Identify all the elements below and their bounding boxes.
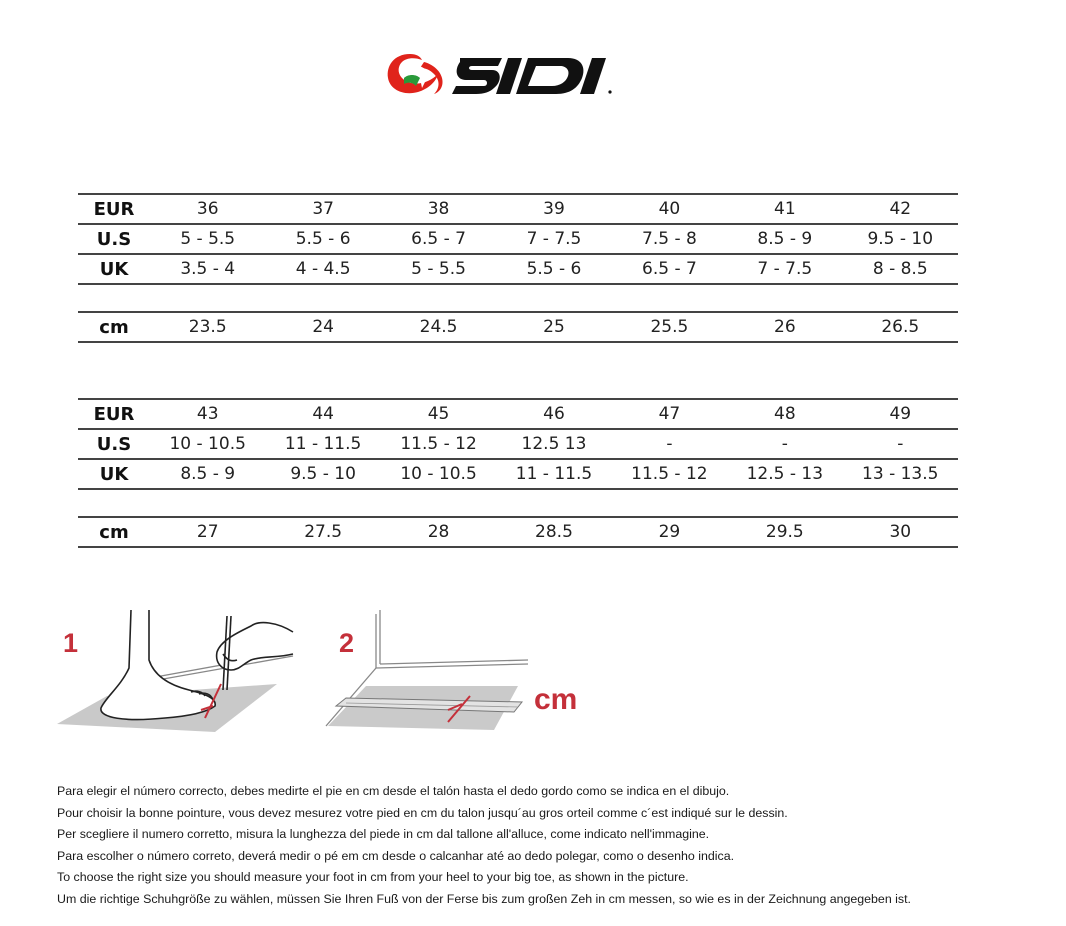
size-table-eur-36-42 <box>78 193 958 343</box>
hand-pencil-icon <box>217 616 293 690</box>
table-cell: 24 <box>265 312 380 342</box>
instruction-french: Pour choisir la bonne pointure, vous devez mesurez votre pied en cm du talon jusqu´au gros orteil comme c´est indiqué sur le dessin. <box>57 805 788 820</box>
step-number-1: 1 <box>63 628 79 658</box>
table-row-cm <box>78 517 958 547</box>
table-cell: 40 <box>612 194 727 224</box>
step-number-2: 2 <box>339 628 355 658</box>
instruction-portuguese: Para escolher o número correto, deverá medir o pé em cm desde o calcanhar até ao dedo polegar, como o desenho indica. <box>57 848 735 863</box>
table-cell: 24.5 <box>381 312 496 342</box>
table-cell: 43 <box>150 399 265 429</box>
table-spacer <box>78 284 958 312</box>
instruction-german: Um die richtige Schuhgröße zu wählen, müssen Sie Ihren Fuß von der Ferse bis zum großen Zeh in cm messen, so wie es in der Zeichnung angegeben ist. <box>57 891 911 906</box>
table-cell: 41 <box>727 194 842 224</box>
instruction-italian: Per scegliere il numero corretto, misura la lunghezza del piede in cm dal tallone all'alluce, come indicato nell'immagine. <box>57 827 710 841</box>
table-cell: 38 <box>381 194 496 224</box>
table-cell: 12.5 - 13 <box>727 459 842 489</box>
table-cell: 42 <box>843 194 958 224</box>
row-label-cm: cm <box>78 517 150 547</box>
table-cell: 6.5 - 7 <box>381 224 496 254</box>
table-cell: 29 <box>612 517 727 547</box>
table-row-eur <box>78 399 958 429</box>
foot-measure-illustration <box>55 606 305 746</box>
table-cell: 6.5 - 7 <box>612 254 727 284</box>
table-row-uk <box>78 254 958 284</box>
measurement-instructions <box>57 781 1047 910</box>
table-cell: 7.5 - 8 <box>612 224 727 254</box>
size-table-eur-43-49 <box>78 398 958 548</box>
table-cell: 5 - 5.5 <box>381 254 496 284</box>
table-cell: 48 <box>727 399 842 429</box>
table-cell: 25 <box>496 312 611 342</box>
table-cell: - <box>612 429 727 459</box>
row-label-eur: EUR <box>78 399 150 429</box>
table-row-us <box>78 429 958 459</box>
table-cell: 29.5 <box>727 517 842 547</box>
table-cell: 28 <box>381 517 496 547</box>
table-cell: 44 <box>265 399 380 429</box>
table-cell: 36 <box>150 194 265 224</box>
table-cell: 5 - 5.5 <box>150 224 265 254</box>
table-cell: 27 <box>150 517 265 547</box>
sidi-logo <box>384 48 644 100</box>
row-label-eur: EUR <box>78 194 150 224</box>
row-label-uk: UK <box>78 459 150 489</box>
table-cell: 49 <box>843 399 958 429</box>
instruction-spanish: Para elegir el número correcto, debes medirte el pie en cm desde el talón hasta el dedo gordo como se indica en el dibujo. <box>57 784 730 798</box>
table-cell: 10 - 10.5 <box>381 459 496 489</box>
row-label-cm: cm <box>78 312 150 342</box>
table-cell: 11 - 11.5 <box>265 429 380 459</box>
table-cell: 28.5 <box>496 517 611 547</box>
row-label-us: U.S <box>78 429 150 459</box>
table-cell: 45 <box>381 399 496 429</box>
table-row-cm <box>78 312 958 342</box>
table-cell: 37 <box>265 194 380 224</box>
table-spacer <box>78 489 958 517</box>
table-cell: 11.5 - 12 <box>381 429 496 459</box>
table-cell: 11.5 - 12 <box>612 459 727 489</box>
sidi-emblem-icon <box>388 54 443 94</box>
table-cell: 26.5 <box>843 312 958 342</box>
table-cell: 8 - 8.5 <box>843 254 958 284</box>
table-cell: 13 - 13.5 <box>843 459 958 489</box>
instruction-english: To choose the right size you should measure your foot in cm from your heel to your big toe, as shown in the picture. <box>57 870 689 884</box>
table-row-eur <box>78 194 958 224</box>
row-label-us: U.S <box>78 224 150 254</box>
table-cell: 8.5 - 9 <box>150 459 265 489</box>
unit-label-cm: cm <box>534 683 578 716</box>
sidi-wordmark <box>452 58 612 94</box>
ruler-measure-illustration <box>322 606 532 746</box>
table-cell: 27.5 <box>265 517 380 547</box>
table-cell: 12.5 13 <box>496 429 611 459</box>
table-cell: 25.5 <box>612 312 727 342</box>
foot-icon <box>101 610 215 720</box>
table-cell: - <box>727 429 842 459</box>
row-label-uk: UK <box>78 254 150 284</box>
table-cell: 23.5 <box>150 312 265 342</box>
table-cell: 3.5 - 4 <box>150 254 265 284</box>
table-cell: 4 - 4.5 <box>265 254 380 284</box>
table-cell: 30 <box>843 517 958 547</box>
table-cell: 7 - 7.5 <box>496 224 611 254</box>
table-cell: 46 <box>496 399 611 429</box>
table-cell: 9.5 - 10 <box>843 224 958 254</box>
table-cell: 5.5 - 6 <box>496 254 611 284</box>
table-cell: 47 <box>612 399 727 429</box>
table-cell: 11 - 11.5 <box>496 459 611 489</box>
table-row-uk <box>78 459 958 489</box>
table-cell: 26 <box>727 312 842 342</box>
table-cell: 10 - 10.5 <box>150 429 265 459</box>
table-cell: 39 <box>496 194 611 224</box>
table-cell: 9.5 - 10 <box>265 459 380 489</box>
table-cell: 7 - 7.5 <box>727 254 842 284</box>
table-cell: - <box>843 429 958 459</box>
table-cell: 5.5 - 6 <box>265 224 380 254</box>
table-cell: 8.5 - 9 <box>727 224 842 254</box>
table-row-us <box>78 224 958 254</box>
